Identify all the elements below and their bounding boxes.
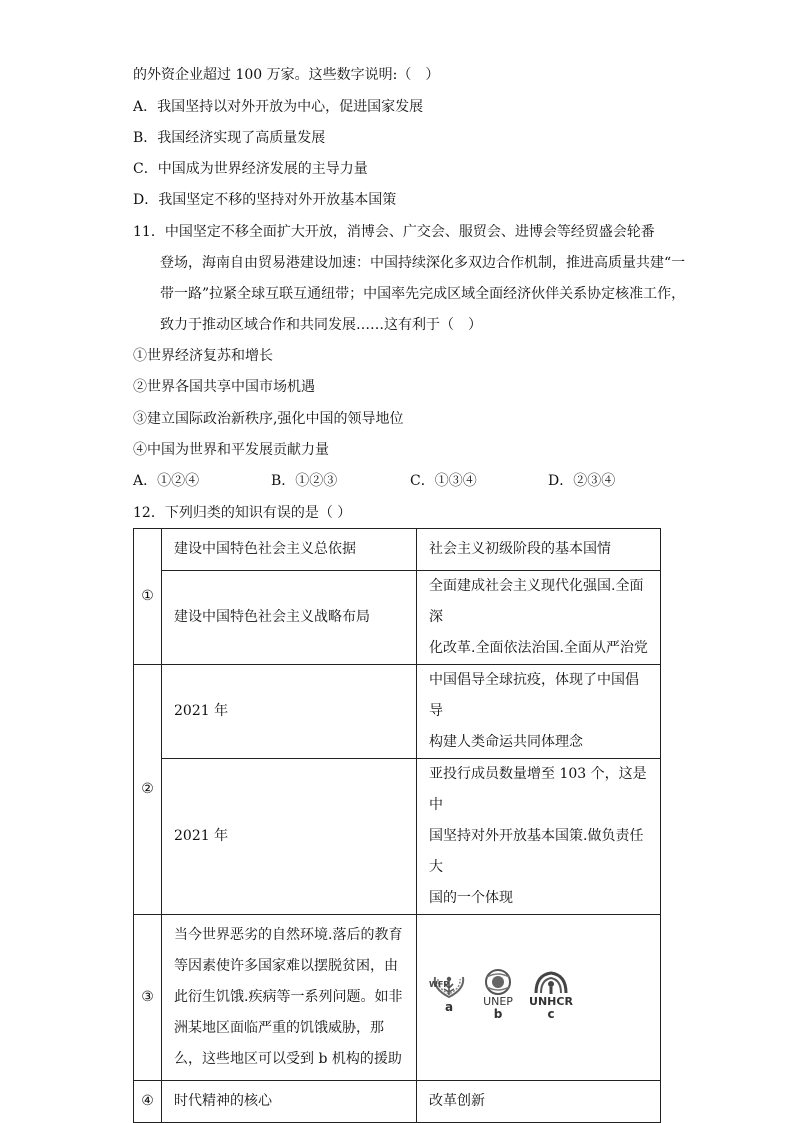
row3-a-line: 此衍生饥饿.疾病等一系列问题。如非 bbox=[174, 989, 403, 1005]
q11-item-1: ①世界经济复苏和增长 bbox=[133, 348, 273, 364]
q10-option-b: B．我国经济实现了高质量发展 bbox=[133, 130, 326, 146]
row2-b1-line: 构建人类命运共同体理念 bbox=[429, 734, 583, 750]
q10-stem-tail: 的外资企业超过 100 万家。这些数字说明:（ ） bbox=[133, 67, 440, 83]
unep-logo bbox=[476, 969, 520, 1020]
q10-option-c: C．中国成为世界经济发展的主导力量 bbox=[133, 161, 368, 177]
row3-a bbox=[162, 915, 417, 1081]
row1-b2 bbox=[417, 571, 661, 665]
row2-number: ② bbox=[134, 665, 162, 915]
q12-knowledge-table bbox=[133, 528, 661, 1123]
row2-b1-line: 中国倡导全球抗疫，体现了中国倡导 bbox=[429, 672, 639, 719]
row3-a-line: 么，这些地区可以受到 b 机构的援助 bbox=[174, 1051, 402, 1067]
row2-a1: 2021 年 bbox=[162, 665, 417, 759]
row1-b2-line: 化改革.全面依法治国.全面从严治党 bbox=[429, 640, 648, 656]
q11-stem-line-4: 致力于推动区域合作和共同发展……这有利于（ ） bbox=[160, 317, 482, 333]
q10-option-a: A．我国坚持以对外开放为中心，促进国家发展 bbox=[133, 99, 424, 115]
q11-choice-c: C．①③④ bbox=[410, 473, 477, 489]
row3-number: ③ bbox=[134, 915, 162, 1081]
q11-choices bbox=[133, 471, 673, 491]
q11-stem-line-1: 11．中国坚定不移全面扩大开放，消博会、广交会、服贸会、进博会等经贸盛会轮番 bbox=[133, 224, 655, 240]
unep-name: UNEP bbox=[483, 994, 513, 1008]
wfp-letter: a bbox=[444, 999, 454, 1014]
unhcr-logo bbox=[525, 969, 577, 1020]
row1-a1: 建设中国特色社会主义总依据 bbox=[162, 529, 417, 571]
q12-stem: 12．下列归类的知识有误的是（ ） bbox=[133, 505, 352, 521]
row4-number: ④ bbox=[134, 1081, 162, 1123]
q11-item-2: ②世界各国共享中国市场机遇 bbox=[133, 379, 315, 395]
unhcr-letter: c bbox=[547, 1006, 555, 1021]
row1-number: ① bbox=[134, 529, 162, 665]
row2-b2-line: 国的一个体现 bbox=[429, 890, 513, 906]
q11-choice-a: A．①②④ bbox=[133, 473, 200, 489]
row4-b: 改革创新 bbox=[417, 1081, 661, 1123]
row3-b-logos bbox=[417, 915, 661, 1081]
row2-a2: 2021 年 bbox=[162, 759, 417, 915]
row1-b2-line: 全面建成社会主义现代化强国.全面深 bbox=[429, 578, 644, 625]
q11-stem-line-3: 带一路”拉紧全球互联互通纽带；中国率先完成区域全面经济伙伴关系协定核准工作， bbox=[160, 286, 686, 302]
row2-b2-line: 亚投行成员数量增至 103 个，这是中 bbox=[429, 766, 647, 813]
q11-stem-line-2: 登场，海南自由贸易港建设加速：中国持续深化多双边合作机制，推进高质量共建“一 bbox=[160, 255, 686, 271]
q11-choice-d: D．②③④ bbox=[548, 473, 616, 489]
unep-letter: b bbox=[493, 1006, 503, 1021]
q11-item-3: ③建立国际政治新秩序,强化中国的领导地位 bbox=[133, 411, 404, 427]
row3-a-line: 等因素使许多国家难以摆脱贫困，由 bbox=[174, 958, 398, 974]
row3-a-line: 当今世界恶劣的自然环境.落后的教育 bbox=[174, 927, 403, 943]
wfp-logo bbox=[427, 969, 471, 1013]
q11-item-4: ④中国为世界和平发展贡献力量 bbox=[133, 442, 329, 458]
unhcr-emblem-icon bbox=[532, 969, 570, 995]
wfp-abbr: WFP bbox=[429, 979, 450, 989]
un-agency-logos bbox=[427, 969, 577, 1027]
row2-b1 bbox=[417, 665, 661, 759]
row4-a: 时代精神的核心 bbox=[162, 1081, 417, 1123]
row1-b1: 社会主义初级阶段的基本国情 bbox=[417, 529, 661, 571]
row3-a-line: 洲某地区面临严重的饥饿威胁，那 bbox=[174, 1020, 384, 1036]
q11-choice-b: B．①②③ bbox=[271, 473, 338, 489]
row1-a2: 建设中国特色社会主义战略布局 bbox=[162, 571, 417, 665]
row2-b2 bbox=[417, 759, 661, 915]
unep-emblem-icon bbox=[481, 969, 515, 995]
q10-option-d: D．我国坚定不移的坚持对外开放基本国策 bbox=[133, 192, 397, 208]
row2-b2-line: 国坚持对外开放基本国策.做负责任大 bbox=[429, 828, 644, 875]
unhcr-name: UNHCR bbox=[529, 994, 573, 1008]
